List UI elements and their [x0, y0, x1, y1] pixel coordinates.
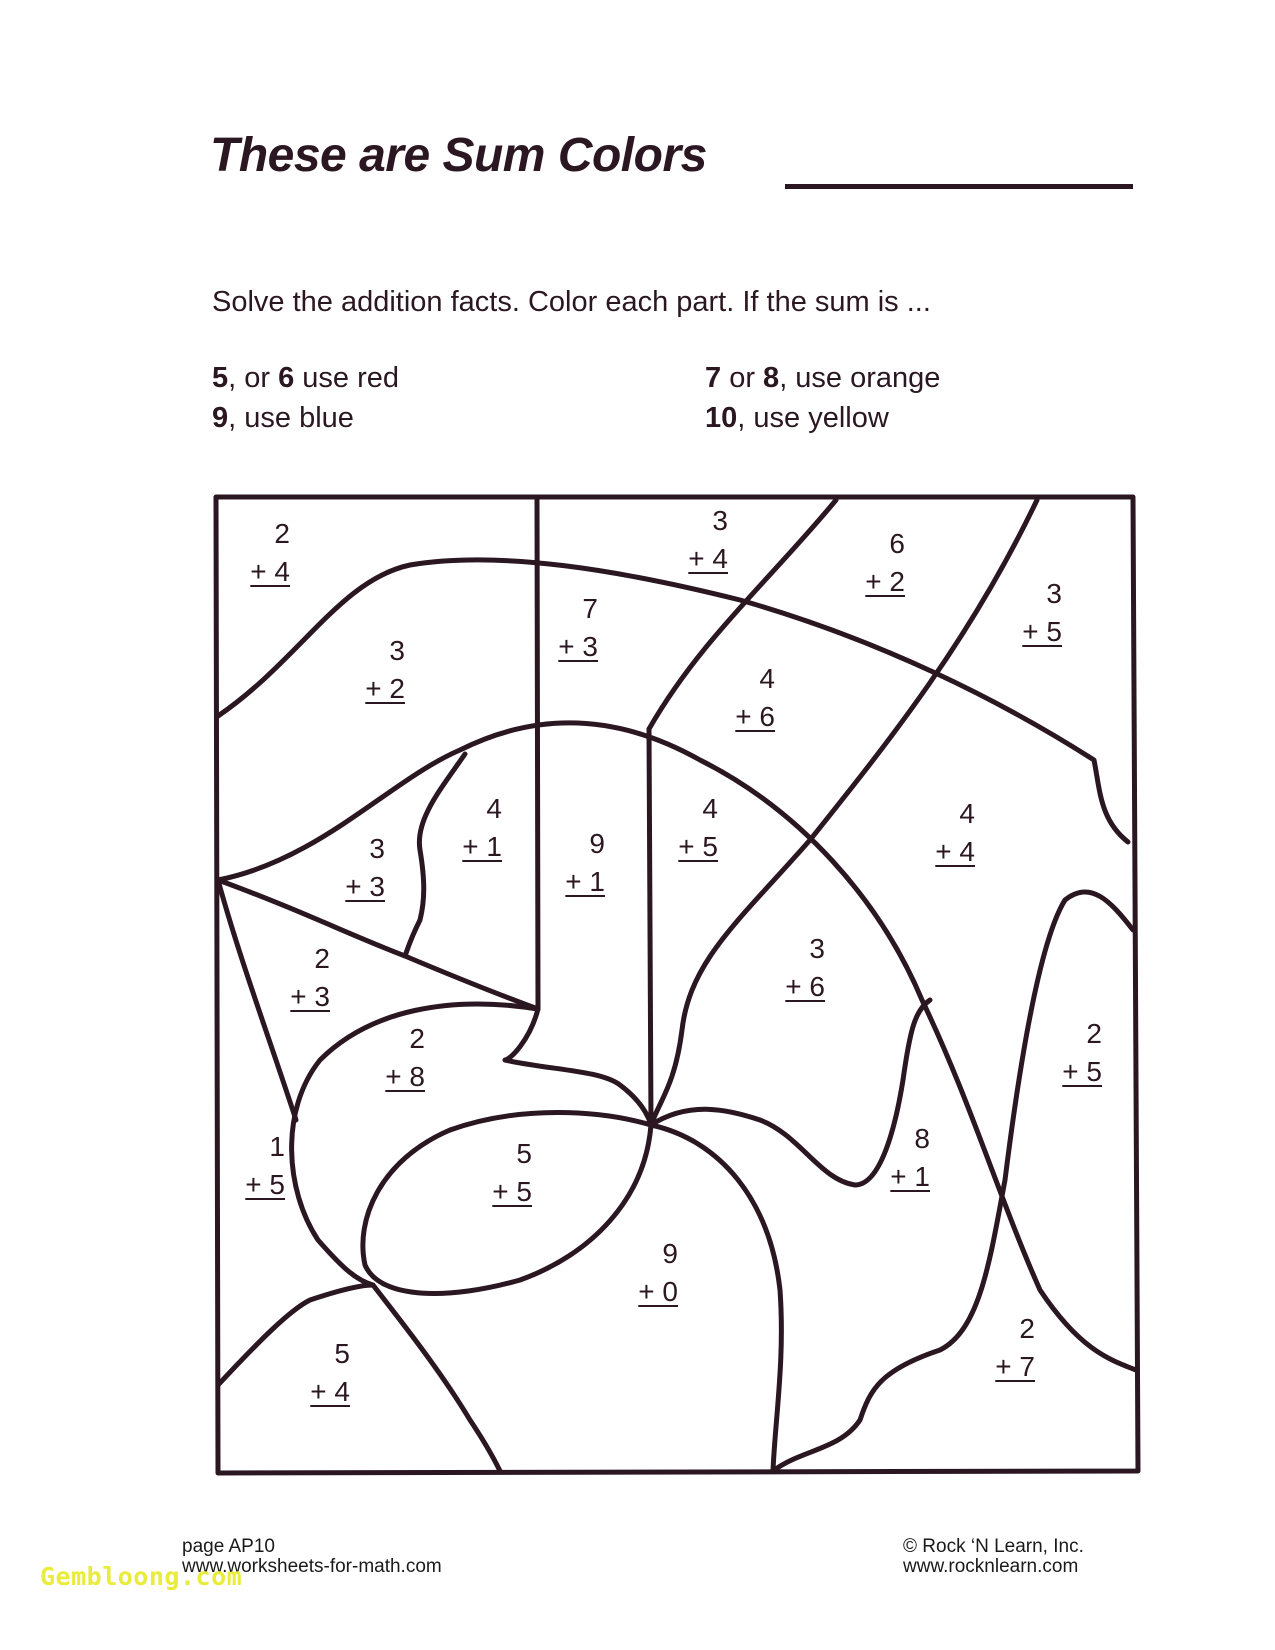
- region-line: [218, 1285, 500, 1471]
- problem-8-plus-1: 8 + 1: [890, 1123, 930, 1192]
- copyright: © Rock ‘N Learn, Inc.: [903, 1536, 1084, 1557]
- problem-2-plus-5: 2 + 5: [1062, 1018, 1102, 1087]
- problem-3-plus-5: 3 + 5: [1022, 578, 1062, 647]
- worksheet-title: These are Sum Colors: [210, 129, 707, 182]
- page-number: page AP10: [182, 1536, 275, 1557]
- problem-2-plus-8: 2 + 8: [385, 1023, 425, 1092]
- region-line: [537, 499, 538, 1009]
- problem-4-plus-4: 4 + 4: [935, 798, 975, 867]
- problem-4-plus-5: 4 + 5: [678, 793, 718, 862]
- problem-2-plus-3: 2 + 3: [290, 943, 330, 1012]
- region-line: [649, 729, 651, 1125]
- footer-right: [903, 1537, 1084, 1577]
- problem-3-plus-4: 3 + 4: [688, 505, 728, 574]
- problem-3-plus-3: 3 + 3: [345, 833, 385, 902]
- problem-2-plus-7: 2 + 7: [995, 1313, 1035, 1382]
- problem-3-plus-6: 3 + 6: [785, 933, 825, 1002]
- problem-5-plus-4: 5 + 4: [310, 1338, 350, 1407]
- problem-5-plus-5: 5 + 5: [492, 1138, 532, 1207]
- problem-4-plus-1: 4 + 1: [462, 793, 502, 862]
- region-line: [505, 1009, 651, 1125]
- problem-3-plus-2: 3 + 2: [365, 635, 405, 704]
- problem-2-plus-4: 2 + 4: [250, 518, 290, 587]
- publisher-url: www.rocknlearn.com: [903, 1556, 1079, 1577]
- watermark: Gembloong.com: [40, 1562, 243, 1591]
- problem-7-plus-3: 7 + 3: [558, 593, 598, 662]
- color-rule-orange: 7 or 8, use orange: [705, 362, 941, 394]
- color-rule-yellow: 10, use yellow: [705, 402, 889, 434]
- color-rule-red: 5, or 6 use red: [212, 362, 400, 394]
- instructions: Solve the addition facts. Color each part. If the sum is ...: [212, 286, 931, 318]
- problem-9-plus-0: 9 + 0: [638, 1238, 678, 1307]
- problem-9-plus-1: 9 + 1: [565, 828, 605, 897]
- problem-4-plus-6: 4 + 6: [735, 663, 775, 732]
- region-line: [773, 892, 1133, 1471]
- color-rule-blue: 9, use blue: [212, 402, 354, 434]
- problem-6-plus-2: 6 + 2: [865, 528, 905, 597]
- worksheets-url: www.worksheets-for-math.com: [182, 1556, 442, 1577]
- problem-1-plus-5: 1 + 5: [245, 1131, 285, 1200]
